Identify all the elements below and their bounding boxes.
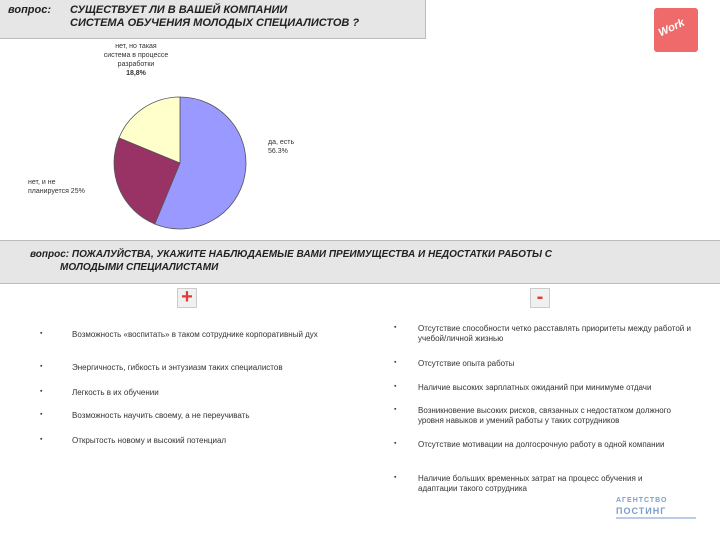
plus-sign: + <box>177 288 197 308</box>
slice-label-yes-text: да, есть <box>268 139 295 146</box>
disadvantage-bullet: ▪ <box>394 474 397 481</box>
slice-label-in-progress <box>92 42 180 78</box>
question1-line2: СИСТЕМА ОБУЧЕНИЯ МОЛОДЫХ СПЕЦИАЛИСТОВ ? <box>70 17 360 29</box>
slice-value-yes: 56.3% <box>268 148 288 155</box>
footer-logo <box>614 497 698 519</box>
advantage-bullet: ▪ <box>40 330 43 337</box>
advantage-bullet: ▪ <box>40 436 43 443</box>
disadvantage-bullet: ▪ <box>394 406 397 413</box>
advantage-bullet: ▪ <box>40 411 43 418</box>
slice-label-no <box>28 178 98 196</box>
minus-sign: - <box>530 288 550 308</box>
question2-line1: вопрос: ПОЖАЛУЙСТВА, УКАЖИТЕ НАБЛЮДАЕМЫЕ ВАМИ ПРЕИМУЩЕСТВА И НЕДОСТАТКИ РАБОТЫ С <box>30 249 552 260</box>
slice-value-in-progress: 18,8% <box>126 70 146 77</box>
advantage-bullet: ▪ <box>40 363 43 370</box>
slice-label-in-progress-line3: разработки <box>117 61 155 68</box>
disadvantage-bullet: ▪ <box>394 359 397 366</box>
disadvantage-item: Отсутствие мотивации на долгосрочную работу в одной компании <box>418 440 665 449</box>
brand-logo-text: Work <box>656 16 687 40</box>
question1-text <box>70 4 420 30</box>
advantage-item: Возможность «воспитать» в таком сотруднике корпоративный дух <box>72 330 318 339</box>
disadvantage-bullet: ▪ <box>394 324 397 331</box>
question2-text <box>30 248 590 274</box>
question2-header <box>0 240 720 284</box>
footer-logo-top: АГЕНТСТВО <box>616 497 668 504</box>
advantage-item: Открытость новому и высокий потенциал <box>72 436 227 445</box>
slice-label-in-progress-line1: нет, но такая <box>115 43 157 50</box>
slice-label-no-line1: нет, и не <box>28 179 56 186</box>
question1-line1: СУЩЕСТВУЕТ ЛИ В ВАШЕЙ КОМПАНИИ <box>70 4 288 16</box>
slice-label-yes <box>268 138 328 156</box>
disadvantage-bullet: ▪ <box>394 440 397 447</box>
footer-logo-bar <box>616 517 696 519</box>
disadvantage-item: Наличие высоких зарплатных ожиданий при минимуме отдачи <box>418 383 652 392</box>
disadvantage-item: Отсутствие опыта работы <box>418 359 515 368</box>
disadvantage-item: Отсутствие способности четко расставлять приоритеты между работой и учебой/личной жизнью <box>418 324 691 343</box>
advantage-item: Легкость в их обучении <box>72 388 159 397</box>
advantage-bullet: ▪ <box>40 388 43 395</box>
disadvantage-bullet: ▪ <box>394 383 397 390</box>
question1-header <box>0 0 426 39</box>
advantage-item: Энергичность, гибкость и энтузиазм таких специалистов <box>72 363 283 372</box>
brand-logo <box>654 8 698 52</box>
advantage-item: Возможность научить своему, а не переучивать <box>72 411 250 420</box>
disadvantage-item: Наличие больших временных затрат на процесс обучения и адаптации такого сотрудника <box>418 474 643 493</box>
slice-label-in-progress-line2: система в процессе <box>103 52 169 59</box>
footer-logo-bottom: ПОСТИНГ <box>616 506 667 516</box>
question2-line2: МОЛОДЫМИ СПЕЦИАЛИСТАМИ <box>60 262 219 273</box>
question1-label: вопрос: <box>8 4 52 16</box>
slice-label-no-line2: планируется 25% <box>28 188 85 195</box>
pie-chart <box>110 93 250 233</box>
disadvantage-item: Возникновение высоких рисков, связанных с недостатком должного уровня навыков и умений работы у таких сотрудников <box>418 406 671 425</box>
